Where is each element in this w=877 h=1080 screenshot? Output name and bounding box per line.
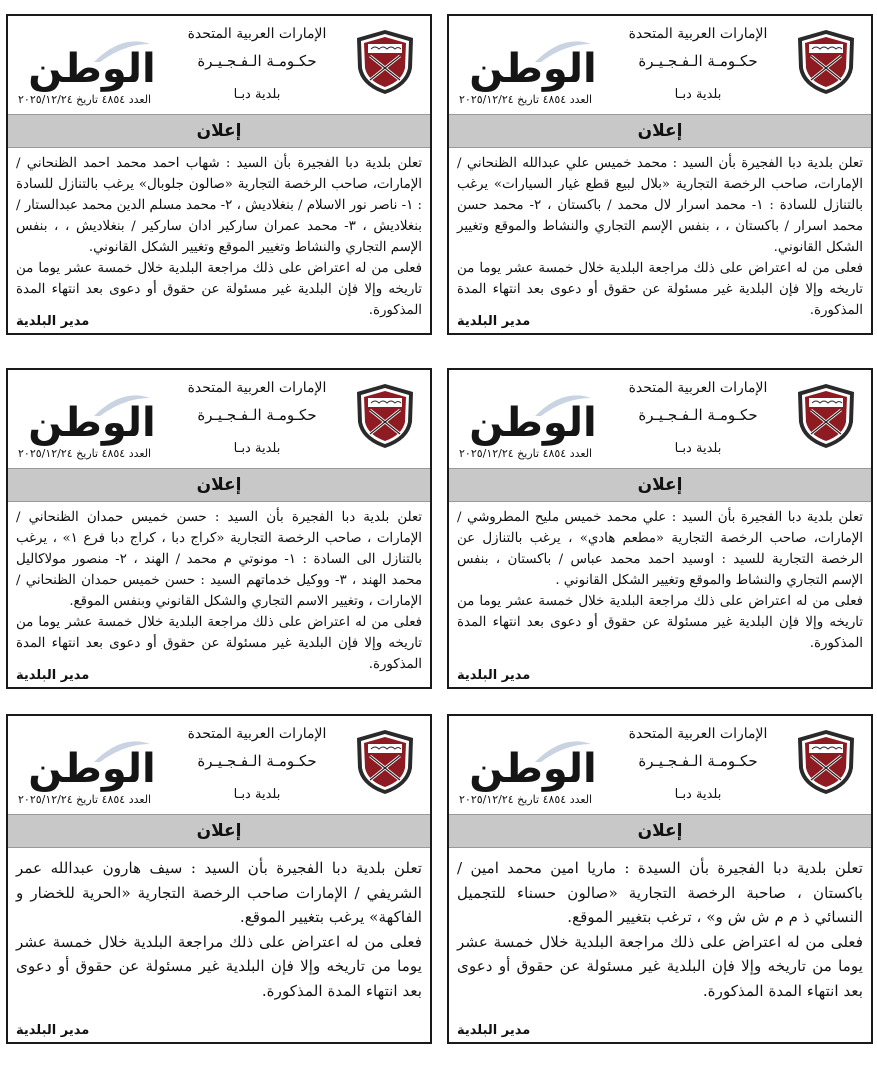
alwatan-logo bbox=[22, 734, 162, 794]
municipality-name: بلدية دبـا bbox=[233, 787, 281, 802]
government-name: حكـومـة الـفـجـيـرة bbox=[197, 52, 317, 70]
brand-name: الوطن bbox=[28, 400, 156, 446]
notice-title: إعلان bbox=[8, 114, 430, 148]
notice-card bbox=[6, 368, 432, 689]
government-block bbox=[172, 724, 342, 804]
brand-name: الوطن bbox=[469, 746, 597, 792]
notice-title: إعلان bbox=[449, 814, 871, 848]
notice-paragraph: فعلى من له اعتراض على ذلك مراجعة البلدية خلال خمسة عشر يوما من تاريخه وإلا فإن البلدية غير مسئولة عن حقوق أو دعوى بعد انتهاء المدة المذكورة. bbox=[457, 932, 863, 1000]
fujairah-emblem-icon bbox=[354, 728, 416, 796]
issue-info: العدد ٤٨٥٤ تاريخ ٢٠٢٥/١٢/٢٤ bbox=[459, 447, 593, 460]
fujairah-emblem-icon bbox=[354, 28, 416, 96]
government-block bbox=[172, 24, 342, 104]
municipality-name: بلدية دبـا bbox=[674, 441, 722, 456]
country-name: الإمارات العربية المتحدة bbox=[187, 26, 327, 42]
municipality-name: بلدية دبـا bbox=[233, 441, 281, 456]
notice-body bbox=[449, 848, 871, 1003]
alwatan-logo bbox=[22, 388, 162, 448]
notice-title: إعلان bbox=[449, 468, 871, 502]
country-name: الإمارات العربية المتحدة bbox=[187, 726, 327, 742]
notice-paragraph: تعلن بلدية دبا الفجيرة بأن السيدة : ماريا امين محمد امين / باكستان ، صاحبة الرخصة التجارية «صالون حسناء للتجميل النسائي ذ م م ش ش و» ، ترغب بتغيير الموقع. bbox=[457, 859, 863, 926]
fujairah-emblem-icon bbox=[795, 382, 857, 450]
country-name: الإمارات العربية المتحدة bbox=[628, 726, 768, 742]
government-name: حكـومـة الـفـجـيـرة bbox=[197, 406, 317, 424]
notice-paragraph: تعلن بلدية دبا الفجيرة بأن السيد : شهاب احمد محمد احمد الظنحاني / الإمارات، صاحب الرخصة التجارية «صالون جلوبال» يرغب بالتنازل للسادة : ١- ناصر نور الاسلام / بنغلاديش ، ٢- محمد مسلم الدين محمد عبدالستار / بنغلاديش ، ٣- محمد عمران ساركير ادان ساركير / بنغلاديش ، ، بنفس الإسم التجاري والنشاط وتغيير الموقع وتغيير الشكل القانوني. bbox=[16, 156, 422, 255]
notice-body bbox=[8, 148, 430, 321]
signature: مدير البلدية bbox=[16, 1023, 90, 1038]
government-name: حكـومـة الـفـجـيـرة bbox=[638, 752, 758, 770]
brand-name: الوطن bbox=[28, 46, 156, 92]
notice-paragraph: تعلن بلدية دبا الفجيرة بأن السيد : حسن خميس حمدان الظنحاني / الإمارات ، صاحب الرخصة التجارية «كراج دبا ، كراج دبا فرع ١» ، يرغب بالتنازل الى السادة : ١- مونوتي م محمد / الهند ، ٢- منصور مولاكاليل محمد الهند ، ٣- ووكيل خدماتهم السيد : حسن خميس حمدان الظنحاني / الإمارات ، وتغيير الاسم التجاري والشكل القانوني وبنفس الموقع. bbox=[16, 510, 422, 609]
notice-card bbox=[447, 368, 873, 689]
notice-body bbox=[449, 148, 871, 321]
country-name: الإمارات العربية المتحدة bbox=[628, 380, 768, 396]
notice-paragraph: فعلى من له اعتراض على ذلك مراجعة البلدية خلال خمسة عشر يوما من تاريخه وإلا فإن البلدية غير مسئولة عن حقوق أو دعوى بعد انتهاء المدة المذكورة. bbox=[457, 594, 863, 651]
brand-name: الوطن bbox=[469, 46, 597, 92]
municipality-name: بلدية دبـا bbox=[674, 787, 722, 802]
signature: مدير البلدية bbox=[457, 314, 531, 329]
fujairah-emblem-icon bbox=[795, 28, 857, 96]
government-name: حكـومـة الـفـجـيـرة bbox=[638, 52, 758, 70]
notice-paragraph: فعلى من له اعتراض على ذلك مراجعة البلدية خلال خمسة عشر يوما من تاريخه وإلا فإن البلدية غير مسئولة عن حقوق أو دعوى بعد انتهاء المدة المذكورة. bbox=[16, 261, 422, 318]
notice-card bbox=[447, 14, 873, 335]
alwatan-logo bbox=[463, 388, 603, 448]
country-name: الإمارات العربية المتحدة bbox=[628, 26, 768, 42]
notice-header bbox=[8, 16, 430, 114]
government-block bbox=[172, 378, 342, 458]
notice-title: إعلان bbox=[8, 468, 430, 502]
notice-header bbox=[8, 716, 430, 814]
notice-header bbox=[449, 16, 871, 114]
brand-name: الوطن bbox=[469, 400, 597, 446]
notice-title: إعلان bbox=[8, 814, 430, 848]
notice-body bbox=[449, 502, 871, 654]
notice-paragraph: تعلن بلدية دبا الفجيرة بأن السيد : سيف هارون عبدالله عمر الشريفي / الإمارات صاحب الرخصة التجارية «الحرية للخضار و الفاكهة» يرغب بتغيير الموقع. bbox=[16, 859, 422, 926]
notice-paragraph: تعلن بلدية دبا الفجيرة بأن السيد : علي محمد خميس مليح المطروشي / الإمارات، صاحب الرخصة التجارية «مطعم هادي» ، يرغب بالتنازل عن الرخصة التجارية للسيد : اوسيد احمد محمد عباس / باكستان ، بنفس الإسم التجاري والنشاط والموقع وتغيير الشكل القانوني . bbox=[457, 510, 863, 588]
municipality-name: بلدية دبـا bbox=[233, 87, 281, 102]
notice-paragraph: فعلى من له اعتراض على ذلك مراجعة البلدية خلال خمسة عشر يوما من تاريخه وإلا فإن البلدية غير مسئولة عن حقوق أو دعوى بعد انتهاء المدة المذكورة. bbox=[16, 615, 422, 672]
government-block bbox=[613, 724, 783, 804]
notice-card bbox=[6, 14, 432, 335]
fujairah-emblem-icon bbox=[354, 382, 416, 450]
alwatan-logo bbox=[22, 34, 162, 94]
signature: مدير البلدية bbox=[457, 668, 531, 683]
brand-name: الوطن bbox=[28, 746, 156, 792]
notice-header bbox=[8, 370, 430, 468]
government-name: حكـومـة الـفـجـيـرة bbox=[197, 752, 317, 770]
signature: مدير البلدية bbox=[16, 668, 90, 683]
alwatan-logo bbox=[463, 34, 603, 94]
government-block bbox=[613, 378, 783, 458]
municipality-name: بلدية دبـا bbox=[674, 87, 722, 102]
government-block bbox=[613, 24, 783, 104]
notice-body bbox=[8, 502, 430, 675]
notice-header bbox=[449, 370, 871, 468]
notice-card bbox=[6, 714, 432, 1044]
issue-info: العدد ٤٨٥٤ تاريخ ٢٠٢٥/١٢/٢٤ bbox=[18, 447, 152, 460]
issue-info: العدد ٤٨٥٤ تاريخ ٢٠٢٥/١٢/٢٤ bbox=[459, 93, 593, 106]
notice-card bbox=[447, 714, 873, 1044]
fujairah-emblem-icon bbox=[795, 728, 857, 796]
signature: مدير البلدية bbox=[16, 314, 90, 329]
government-name: حكـومـة الـفـجـيـرة bbox=[638, 406, 758, 424]
issue-info: العدد ٤٨٥٤ تاريخ ٢٠٢٥/١٢/٢٤ bbox=[18, 93, 152, 106]
issue-info: العدد ٤٨٥٤ تاريخ ٢٠٢٥/١٢/٢٤ bbox=[18, 793, 152, 806]
country-name: الإمارات العربية المتحدة bbox=[187, 380, 327, 396]
notice-paragraph: تعلن بلدية دبا الفجيرة بأن السيد : محمد خميس علي عبدالله الظنحاني / الإمارات، صاحب الرخصة التجارية «بلال لبيع قطع غيار السيارات» يرغب بالتنازل للسادة : ١- محمد اسرار لال محمد / باكستان ، ٢- محمد حسن محمد اسرار / باكستان ، ، بنفس الإسم التجاري والنشاط والموقع وتغيير الشكل القانوني. bbox=[457, 156, 863, 255]
notice-paragraph: فعلى من له اعتراض على ذلك مراجعة البلدية خلال خمسة عشر يوما من تاريخه وإلا فإن البلدية غير مسئولة عن حقوق أو دعوى بعد انتهاء المدة المذكورة. bbox=[457, 261, 863, 318]
alwatan-logo bbox=[463, 734, 603, 794]
notice-title: إعلان bbox=[449, 114, 871, 148]
notice-header bbox=[449, 716, 871, 814]
notice-paragraph: فعلى من له اعتراض على ذلك مراجعة البلدية خلال خمسة عشر يوما من تاريخه وإلا فإن البلدية غير مسئولة عن حقوق أو دعوى بعد انتهاء المدة المذكورة. bbox=[16, 932, 422, 1000]
notice-body bbox=[8, 848, 430, 1003]
issue-info: العدد ٤٨٥٤ تاريخ ٢٠٢٥/١٢/٢٤ bbox=[459, 793, 593, 806]
signature: مدير البلدية bbox=[457, 1023, 531, 1038]
